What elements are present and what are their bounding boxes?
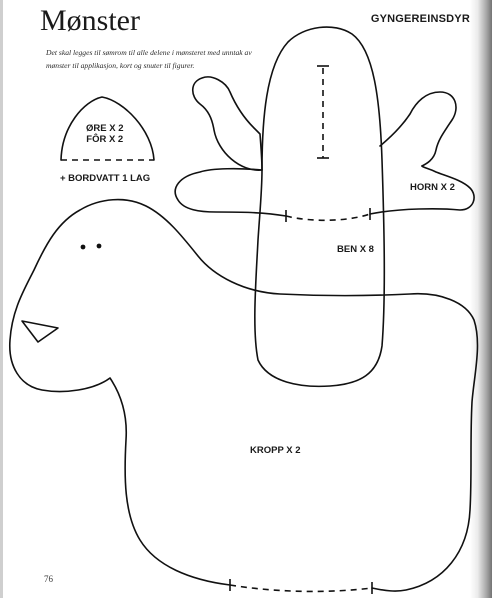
eye-mark-right	[97, 244, 102, 249]
antler-outline	[193, 77, 262, 170]
antler-label: HORN X 2	[410, 182, 455, 193]
leg-outline	[255, 27, 384, 386]
body-opening-dashed-line	[230, 585, 372, 591]
ear-label-line2: FÔR X 2	[86, 133, 124, 145]
page-instructions: Det skal legges til sømrom til alle delene i mønsteret med unntak av mønster til applikasjon, kort og snuter til figurer.	[46, 48, 252, 70]
eye-mark-left	[81, 245, 86, 250]
pattern-name: GYNGEREINSDYR	[370, 13, 470, 25]
leg-pattern	[255, 27, 384, 386]
body-pattern	[10, 200, 478, 594]
body-outline	[10, 200, 478, 591]
antler-base	[175, 169, 286, 216]
leg-label: BEN X 8	[337, 244, 374, 255]
ear-label	[86, 124, 124, 146]
antler-right-branch	[380, 92, 456, 166]
ear-label-line1: ØRE X 2	[86, 123, 124, 134]
body-label: KROPP X 2	[250, 445, 301, 456]
nostril-triangle	[22, 321, 58, 342]
page-right-shadow	[470, 0, 492, 598]
ear-batting-note: + BORDVATT 1 LAG	[60, 173, 151, 184]
page-title: Mønster	[40, 4, 140, 37]
page-number: 76	[44, 574, 53, 584]
antler-opening-dashed-line	[286, 214, 370, 220]
antler-pattern	[175, 77, 474, 222]
